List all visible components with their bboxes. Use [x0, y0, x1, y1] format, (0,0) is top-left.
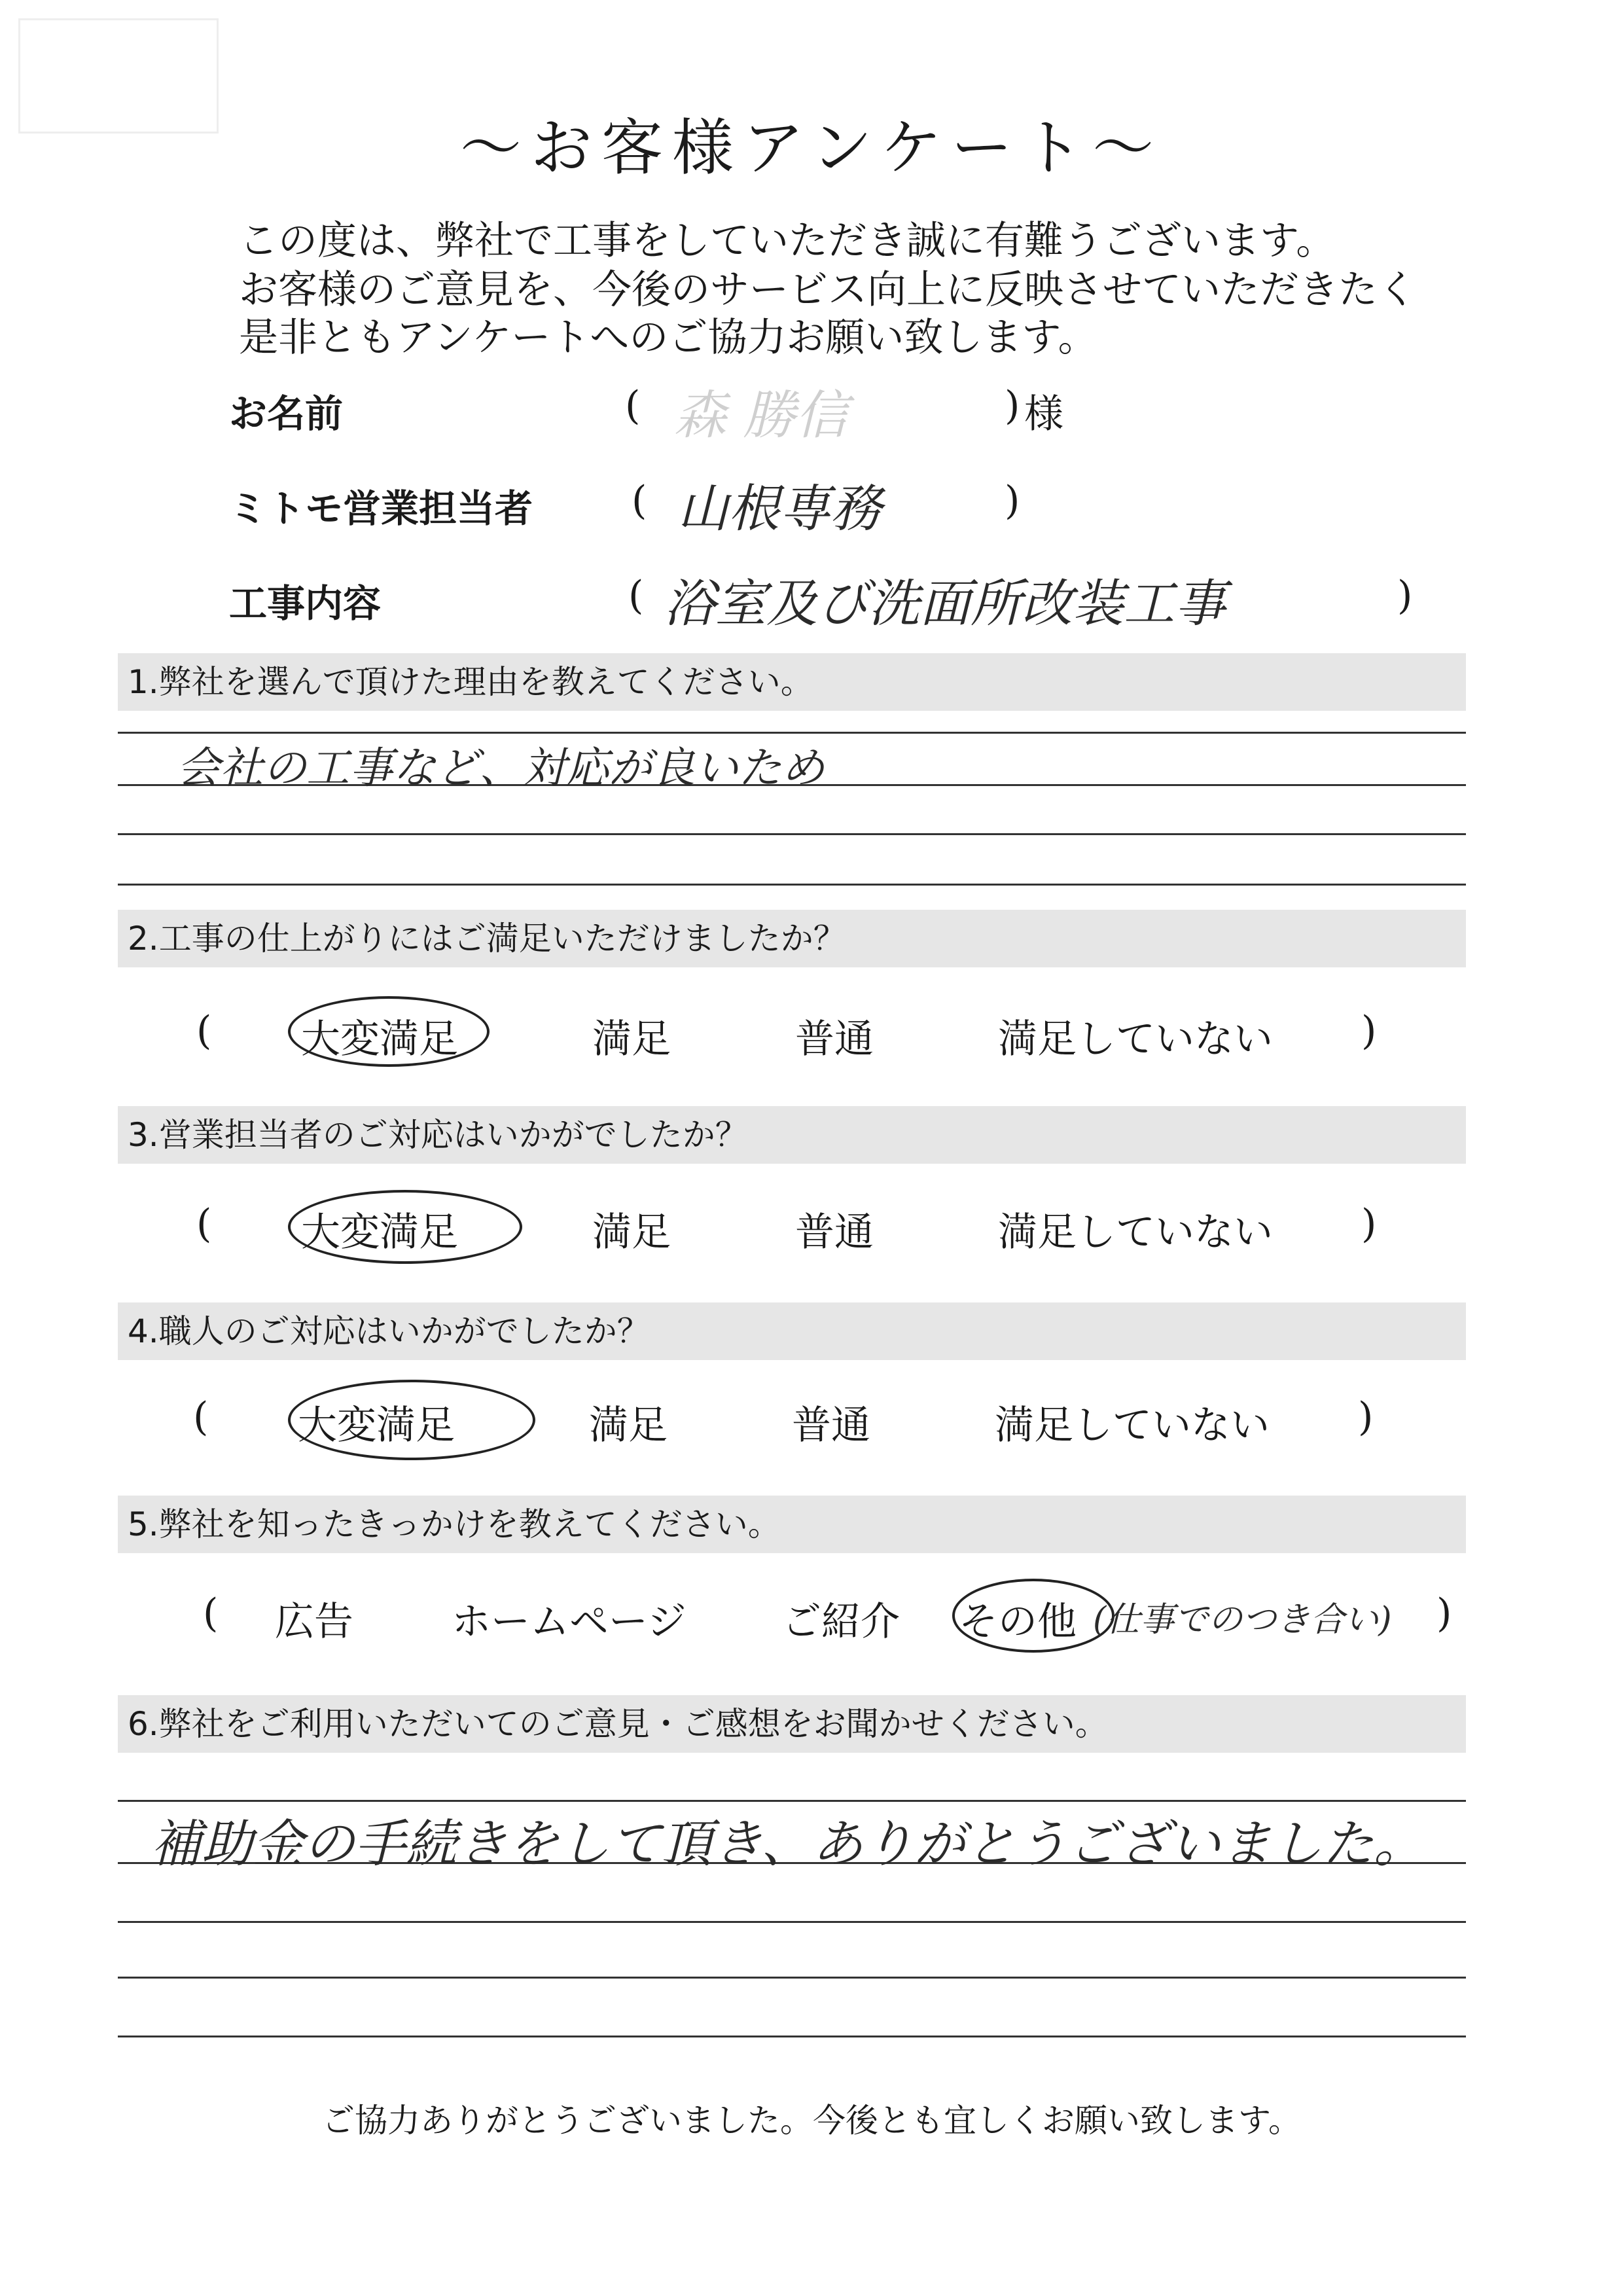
q3-option-very-satisfied[interactable]: 大変満足	[301, 1210, 458, 1255]
q5-option-referral[interactable]: ご紹介	[782, 1599, 900, 1645]
q1-rule-3	[118, 833, 1466, 835]
q3-option-not-satisfied[interactable]: 満足していない	[998, 1210, 1273, 1255]
q3-option-satisfied[interactable]: 満足	[592, 1210, 671, 1255]
q2-option-average[interactable]: 普通	[795, 1016, 874, 1062]
rep-paren-open: (	[632, 478, 647, 524]
q1-answer[interactable]: 会社の工事など、対応が良いため	[177, 743, 825, 793]
q5-option-other[interactable]: その他	[959, 1599, 1077, 1645]
q4-option-satisfied[interactable]: 満足	[589, 1403, 668, 1448]
q2-option-satisfied[interactable]: 満足	[592, 1016, 671, 1062]
q4-paren-open: (	[193, 1394, 209, 1440]
q3-paren-open: (	[196, 1201, 212, 1247]
q6-question: 6.弊社をご利用いただいてのご意見・ご感想をお聞かせください。	[128, 1705, 1108, 1743]
q2-option-not-satisfied[interactable]: 満足していない	[998, 1016, 1273, 1062]
intro-line-3: 是非ともアンケートへのご協力お願い致します。	[239, 315, 1097, 361]
q5-question: 5.弊社を知ったきっかけを教えてください。	[128, 1505, 781, 1543]
rep-label: ミトモ営業担当者	[229, 486, 533, 531]
q2-paren-open: (	[196, 1008, 212, 1054]
work-value[interactable]: 浴室及び洗面所改装工事	[664, 575, 1226, 634]
work-paren-close: )	[1397, 573, 1413, 619]
rep-paren-close: )	[1005, 478, 1020, 524]
q6-rule-3	[118, 1921, 1466, 1923]
q6-rule-4	[118, 1977, 1466, 1979]
q4-option-very-satisfied[interactable]: 大変満足	[298, 1403, 455, 1448]
q5-other-note[interactable]: (仕事でのつき合い)	[1093, 1600, 1392, 1640]
q5-paren-close: )	[1436, 1590, 1452, 1636]
work-label: 工事内容	[229, 581, 382, 626]
q6-rule-1	[118, 1800, 1466, 1802]
q2-option-very-satisfied[interactable]: 大変満足	[301, 1016, 458, 1062]
intro-line-1: この度は、弊社で工事をしていただき誠に有難うございます。	[239, 218, 1336, 264]
q6-rule-5	[118, 2036, 1466, 2037]
intro-line-2: お客様のご意見を、今後のサービス向上に反映させていただきたく	[239, 267, 1417, 313]
q4-option-not-satisfied[interactable]: 満足していない	[995, 1403, 1270, 1448]
q1-question: 1.弊社を選んで頂けた理由を教えてください。	[128, 663, 813, 701]
q6-answer[interactable]: 補助金の手続きをして頂き、ありがとうございました。	[151, 1815, 1425, 1874]
name-suffix: 様	[1024, 391, 1063, 437]
q2-paren-close: )	[1361, 1008, 1377, 1054]
name-paren-open: (	[625, 383, 641, 429]
page-title: 〜お客様アンケート〜	[459, 113, 1164, 184]
name-paren-close: )	[1005, 383, 1020, 429]
q5-paren-open: (	[203, 1590, 219, 1636]
q3-paren-close: )	[1361, 1201, 1377, 1247]
q3-option-average[interactable]: 普通	[795, 1210, 874, 1255]
q1-rule-4	[118, 884, 1466, 886]
q3-question: 3.営業担当者のご対応はいかがでしたか？	[128, 1116, 748, 1154]
q4-question: 4.職人のご対応はいかがでしたか？	[128, 1312, 650, 1350]
name-label: お名前	[229, 391, 344, 436]
q4-paren-close: )	[1358, 1394, 1374, 1440]
q5-option-homepage[interactable]: ホームページ	[452, 1599, 687, 1645]
rep-value[interactable]: 山根専務	[677, 480, 882, 539]
q2-question: 2.工事の仕上がりにはご満足いただけましたか？	[128, 920, 846, 958]
work-paren-open: (	[628, 573, 644, 619]
footer-thanks: ご協力ありがとうございました。今後とも宜しくお願い致します。	[322, 2102, 1301, 2140]
name-value[interactable]: 森 勝信	[674, 385, 848, 446]
q5-option-ad[interactable]: 広告	[275, 1599, 353, 1645]
q4-option-average[interactable]: 普通	[792, 1403, 870, 1448]
